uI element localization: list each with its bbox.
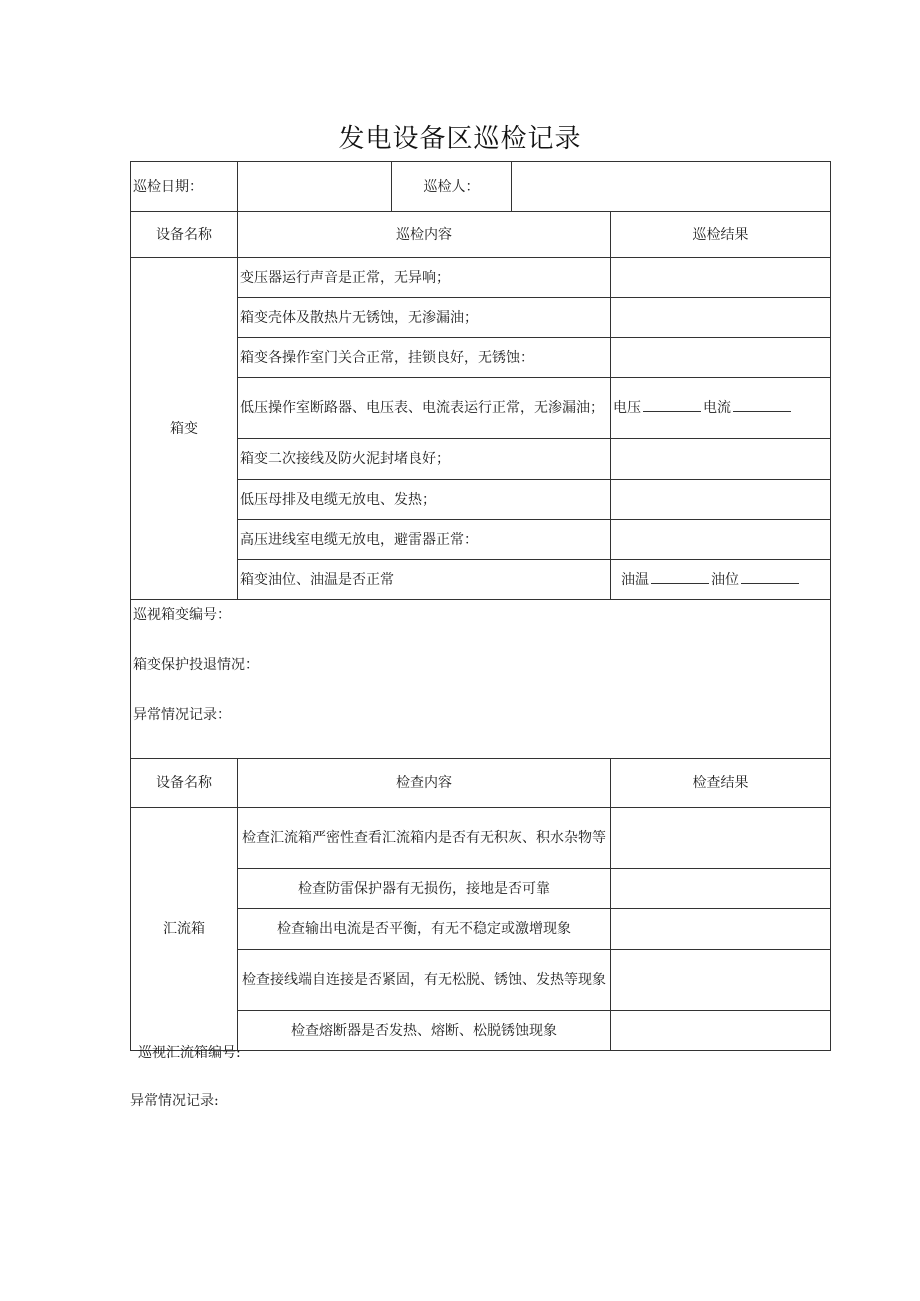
current-blank[interactable] (733, 398, 791, 412)
oil-temp-blank[interactable] (651, 570, 709, 584)
inspection-form (130, 161, 830, 1051)
item-result[interactable] (611, 869, 831, 909)
voltage-label: 电压 (613, 400, 641, 416)
item-content: 检查熔断器是否发热、熔断、松脱锈蚀现象 (238, 1011, 611, 1051)
inspection-table (130, 161, 831, 1051)
item-result[interactable] (611, 808, 831, 869)
oil-level-label: 油位 (711, 571, 739, 588)
item-content: 高压进线室电缆无放电，避雷器正常： (238, 520, 611, 560)
item-content: 箱变油位、油温是否正常 (238, 560, 611, 600)
table-row (131, 808, 831, 869)
item-result[interactable] (611, 338, 831, 378)
abnormal-record-label: 异常情况记录： (133, 707, 231, 723)
item-result[interactable] (611, 909, 831, 950)
col-content: 巡检内容 (238, 212, 611, 258)
item-result[interactable] (611, 950, 831, 1011)
item-result[interactable] (611, 1011, 831, 1051)
column-header-row (131, 759, 831, 808)
oil-temp-label: 油温 (621, 571, 649, 588)
item-content: 箱变壳体及散热片无锈蚀，无渗漏油； (238, 298, 611, 338)
col-result: 检查结果 (611, 759, 831, 808)
equipment-combiner-box: 汇流箱 (131, 808, 238, 1051)
col-equipment-name: 设备名称 (131, 759, 238, 808)
item-result[interactable] (611, 480, 831, 520)
date-label: 巡检日期： (131, 162, 238, 212)
item-result[interactable] (611, 439, 831, 480)
item-content: 变压器运行声音是正常，无异响； (238, 258, 611, 298)
voltage-blank[interactable] (643, 398, 701, 412)
abnormal-record-footer-label: 异常情况记录: (130, 1093, 219, 1109)
inspector-field[interactable] (512, 162, 831, 212)
item-content: 检查防雷保护器有无损伤，接地是否可靠 (238, 869, 611, 909)
column-header-row (131, 212, 831, 258)
item-result[interactable] (611, 520, 831, 560)
oil-level-blank[interactable] (741, 570, 799, 584)
combiner-box-number-label: 巡视汇流箱编号: (138, 1045, 241, 1061)
col-equipment-name: 设备名称 (131, 212, 238, 258)
page-title: 发电设备区巡检记录 (338, 124, 582, 154)
item-content: 低压操作室断路器、电压表、电流表运行正常，无渗漏油； (238, 378, 611, 439)
item-content: 低压母排及电缆无放电、发热； (238, 480, 611, 520)
notes-row (131, 600, 831, 759)
date-field[interactable] (238, 162, 392, 212)
col-content: 检查内容 (238, 759, 611, 808)
item-content: 箱变各操作室门关合正常，挂锁良好，无锈蚀： (238, 338, 611, 378)
inspector-label: 巡检人： (392, 162, 512, 212)
item-result[interactable] (611, 560, 831, 600)
box-transformer-number-label: 巡视箱变编号： (133, 607, 231, 623)
item-result[interactable] (611, 258, 831, 298)
item-content: 检查接线端自连接是否紧固，有无松脱、锈蚀、发热等现象 (238, 950, 611, 1011)
item-result[interactable] (611, 298, 831, 338)
item-content: 箱变二次接线及防火泥封堵良好； (238, 439, 611, 480)
equipment-box-transformer: 箱变 (131, 258, 238, 600)
current-label: 电流 (703, 400, 731, 416)
col-result: 巡检结果 (611, 212, 831, 258)
header-row (131, 162, 831, 212)
item-result[interactable] (611, 378, 831, 439)
item-content: 检查汇流箱严密性查看汇流箱内是否有无积灰、积水杂物等 (238, 808, 611, 869)
notes-cell[interactable] (131, 600, 831, 759)
protection-status-label: 箱变保护投退情况： (133, 657, 259, 673)
item-content: 检查输出电流是否平衡，有无不稳定或激增现象 (238, 909, 611, 950)
table-row (131, 258, 831, 298)
